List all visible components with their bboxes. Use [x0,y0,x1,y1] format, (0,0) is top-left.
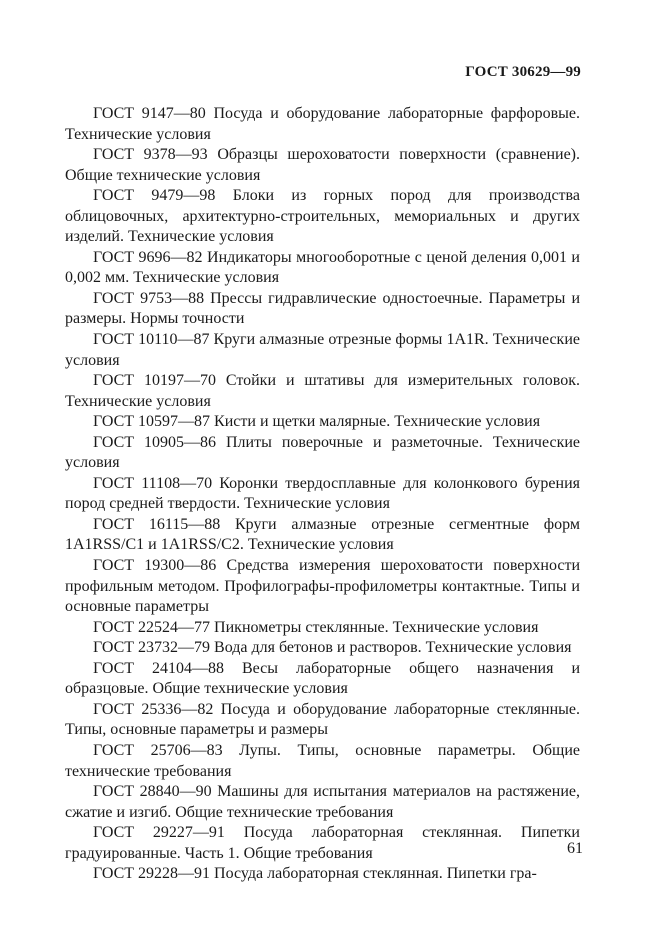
list-item: ГОСТ 25706—83 Лупы. Типы, основные параметры. Общие технические требования [65,741,580,780]
list-item: ГОСТ 9479—98 Блоки из горных пород для производства облицовочных, архитектурно-строительных, мемориальных и других изделий. Технические условия [65,187,580,246]
list-item: ГОСТ 10110—87 Круги алмазные отрезные формы 1A1R. Технические условия [65,331,580,369]
list-item: ГОСТ 16115—88 Круги алмазные отрезные сегментные форм 1A1RSS/C1 и 1A1RSS/C2. Технические условия [65,515,580,554]
list-item: ГОСТ 23732—79 Вода для бетонов и растворов. Технические условия [93,639,572,657]
list-item: ГОСТ 19300—86 Средства измерения шероховатости поверхности профильным методом. Профилографы-профилометры контактные. Типы и основные параметры [65,557,580,616]
list-item: ГОСТ 10905—86 Плиты поверочные и разметочные. Технические условия [65,433,580,472]
list-item: ГОСТ 9378—93 Образцы шероховатости поверхности (сравнение). Общие технические условия [65,146,580,184]
list-item: ГОСТ 11108—70 Коронки твердосплавные для колонкового бурения пород средней твердости. Технические условия [65,474,580,513]
list-item: ГОСТ 25336—82 Посуда и оборудование лабораторные стеклянные. Типы, основные параметры и размеры [65,700,580,739]
standards-reference-list [65,104,580,885]
list-item: ГОСТ 9696—82 Индикаторы многооборотные с ценой деления 0,001 и 0,002 мм. Технические условия [65,248,580,287]
list-item: ГОСТ 29228—91 Посуда лабораторная стеклянная. Пипетки гра- [93,865,537,883]
list-item: ГОСТ 29227—91 Посуда лабораторная стеклянная. Пипетки градуированные. Часть 1. Общие требования [65,824,580,862]
list-item: ГОСТ 9753—88 Прессы гидравлические одностоечные. Параметры и размеры. Нормы точности [65,289,580,328]
list-item: ГОСТ 24104—88 Весы лабораторные общего назначения и образцовые. Общие технические условия [65,659,580,698]
document-number-header: ГОСТ 30629—99 [465,64,581,80]
list-item: ГОСТ 9147—80 Посуда и оборудование лабораторные фарфоровые. Технические условия [65,105,580,143]
list-item: ГОСТ 28840—90 Машины для испытания материалов на растяжение, сжатие и изгиб. Общие технические требования [65,783,580,821]
list-item: ГОСТ 10597—87 Кисти и щетки малярные. Технические условия [93,413,541,431]
list-item: ГОСТ 10197—70 Стойки и штативы для измерительных головок. Технические условия [65,372,580,410]
page-number: 61 [567,840,583,857]
list-item: ГОСТ 22524—77 Пикнометры стеклянные. Технические условия [93,618,539,636]
